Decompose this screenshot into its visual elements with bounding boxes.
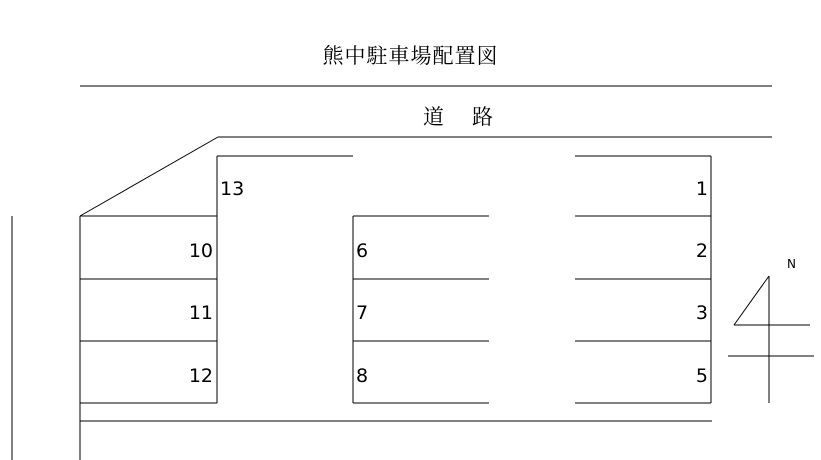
space-6-number: 6 [356, 240, 369, 262]
space-13-number: 13 [220, 178, 245, 200]
entrance-diagonal [80, 137, 218, 216]
north-indicator: N [787, 257, 796, 271]
space-8-number: 8 [356, 365, 369, 387]
space-10-number: 10 [188, 240, 213, 262]
space-12-number: 12 [188, 365, 213, 387]
space-5-number: 5 [695, 365, 708, 387]
space-1-number: 1 [695, 178, 708, 200]
space-7-number: 7 [356, 302, 369, 324]
diagram-title: 熊中駐車場配置図 [322, 44, 499, 68]
north-arrow-head [734, 276, 769, 325]
space-11-number: 11 [188, 302, 213, 324]
road-label: 道路 [423, 105, 521, 129]
space-3-number: 3 [695, 302, 708, 324]
space-2-number: 2 [695, 240, 708, 262]
